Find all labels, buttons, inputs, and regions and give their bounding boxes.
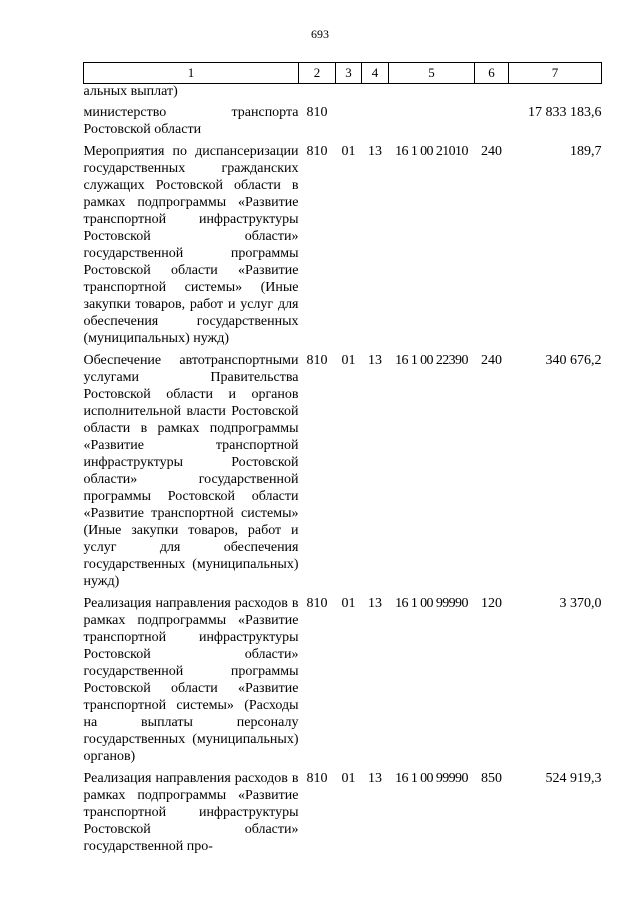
target-article-code: 16 1 00 22390 xyxy=(395,353,468,368)
amount-value: 17 833 183,6 xyxy=(528,105,602,120)
column-header: 3 xyxy=(336,63,362,84)
column-header: 6 xyxy=(475,63,509,84)
row-description: Реализация направления расходов в рамках подпрограммы «Развитие транспортной инфраструктуры Ростовской области» государственной программы Ростовской области «Развитие транспортной системы» (Расходы на выплаты персоналу государственных (муниципальных) органов) xyxy=(83,596,299,764)
subsection-code: 13 xyxy=(368,771,382,786)
subsection-code: 13 xyxy=(368,144,382,159)
table-row xyxy=(84,595,602,765)
target-article-code: 16 1 00 99990 xyxy=(395,596,468,611)
subsection-code: 13 xyxy=(368,353,382,368)
column-header: 5 xyxy=(389,63,475,84)
amount-value: 524 919,3 xyxy=(545,771,602,786)
row-description: Мероприятия по диспансеризации государственных гражданских служащих Ростовской области в рамках подпрограммы «Развитие транспортной инфраструктуры Ростовской области» государственной программы Ростовской области «Развитие транспортной системы» (Иные закупки товаров, работ и услуг для обеспечения государственных (муниципальных) нужд) xyxy=(83,144,299,346)
row-description: Реализация направления расходов в рамках подпрограммы «Развитие транспортной инфраструктуры Ростовской области» государственной про- xyxy=(83,771,299,854)
grbs-code: 810 xyxy=(306,144,328,159)
column-header: 1 xyxy=(84,63,299,84)
section-code: 01 xyxy=(341,771,356,786)
target-article-code: 16 1 00 21010 xyxy=(395,144,468,159)
table-row xyxy=(84,143,602,347)
target-article-code: 16 1 00 99990 xyxy=(395,771,468,786)
amount-value: 189,7 xyxy=(570,144,602,159)
table-row xyxy=(84,104,602,138)
amount-value: 340 676,2 xyxy=(545,353,602,368)
column-header: 4 xyxy=(362,63,389,84)
grbs-code: 810 xyxy=(306,353,328,368)
expense-type-code: 240 xyxy=(481,144,502,159)
column-header: 2 xyxy=(299,63,336,84)
grbs-code: 810 xyxy=(306,596,328,611)
grbs-code: 810 xyxy=(306,771,328,786)
amount-value: 3 370,0 xyxy=(559,596,602,611)
section-code: 01 xyxy=(341,596,356,611)
expense-type-code: 240 xyxy=(481,353,502,368)
table-row xyxy=(84,352,602,590)
row-description: министерство транспорта Ростовской области xyxy=(83,105,299,137)
row-description: Обеспечение автотранспортными услугами Правительства Ростовской области и органов исполнительной власти Ростовской области в рамках подпрограммы «Развитие транспортной инфраструктуры Ростовской области» государственной программы Ростовской области «Развитие транспортной системы» (Иные закупки товаров, работ и услуг для обеспечения государственных (муниципальных) нужд) xyxy=(83,353,299,589)
expense-type-code: 850 xyxy=(481,771,502,786)
grbs-code: 810 xyxy=(306,105,328,120)
page-number: 693 xyxy=(311,27,329,41)
continuation-row xyxy=(84,84,602,100)
target-article-code xyxy=(389,104,475,138)
section-code: 01 xyxy=(341,144,356,159)
table-header-row xyxy=(84,63,602,84)
subsection-code xyxy=(362,104,389,138)
table-row xyxy=(84,770,602,855)
budget-table xyxy=(83,62,602,855)
expense-type-code: 120 xyxy=(481,596,502,611)
expense-type-code xyxy=(475,104,509,138)
section-code xyxy=(336,104,362,138)
subsection-code: 13 xyxy=(368,596,382,611)
section-code: 01 xyxy=(341,353,356,368)
column-header: 7 xyxy=(509,63,602,84)
continuation-text: альных выплат) xyxy=(83,84,178,99)
